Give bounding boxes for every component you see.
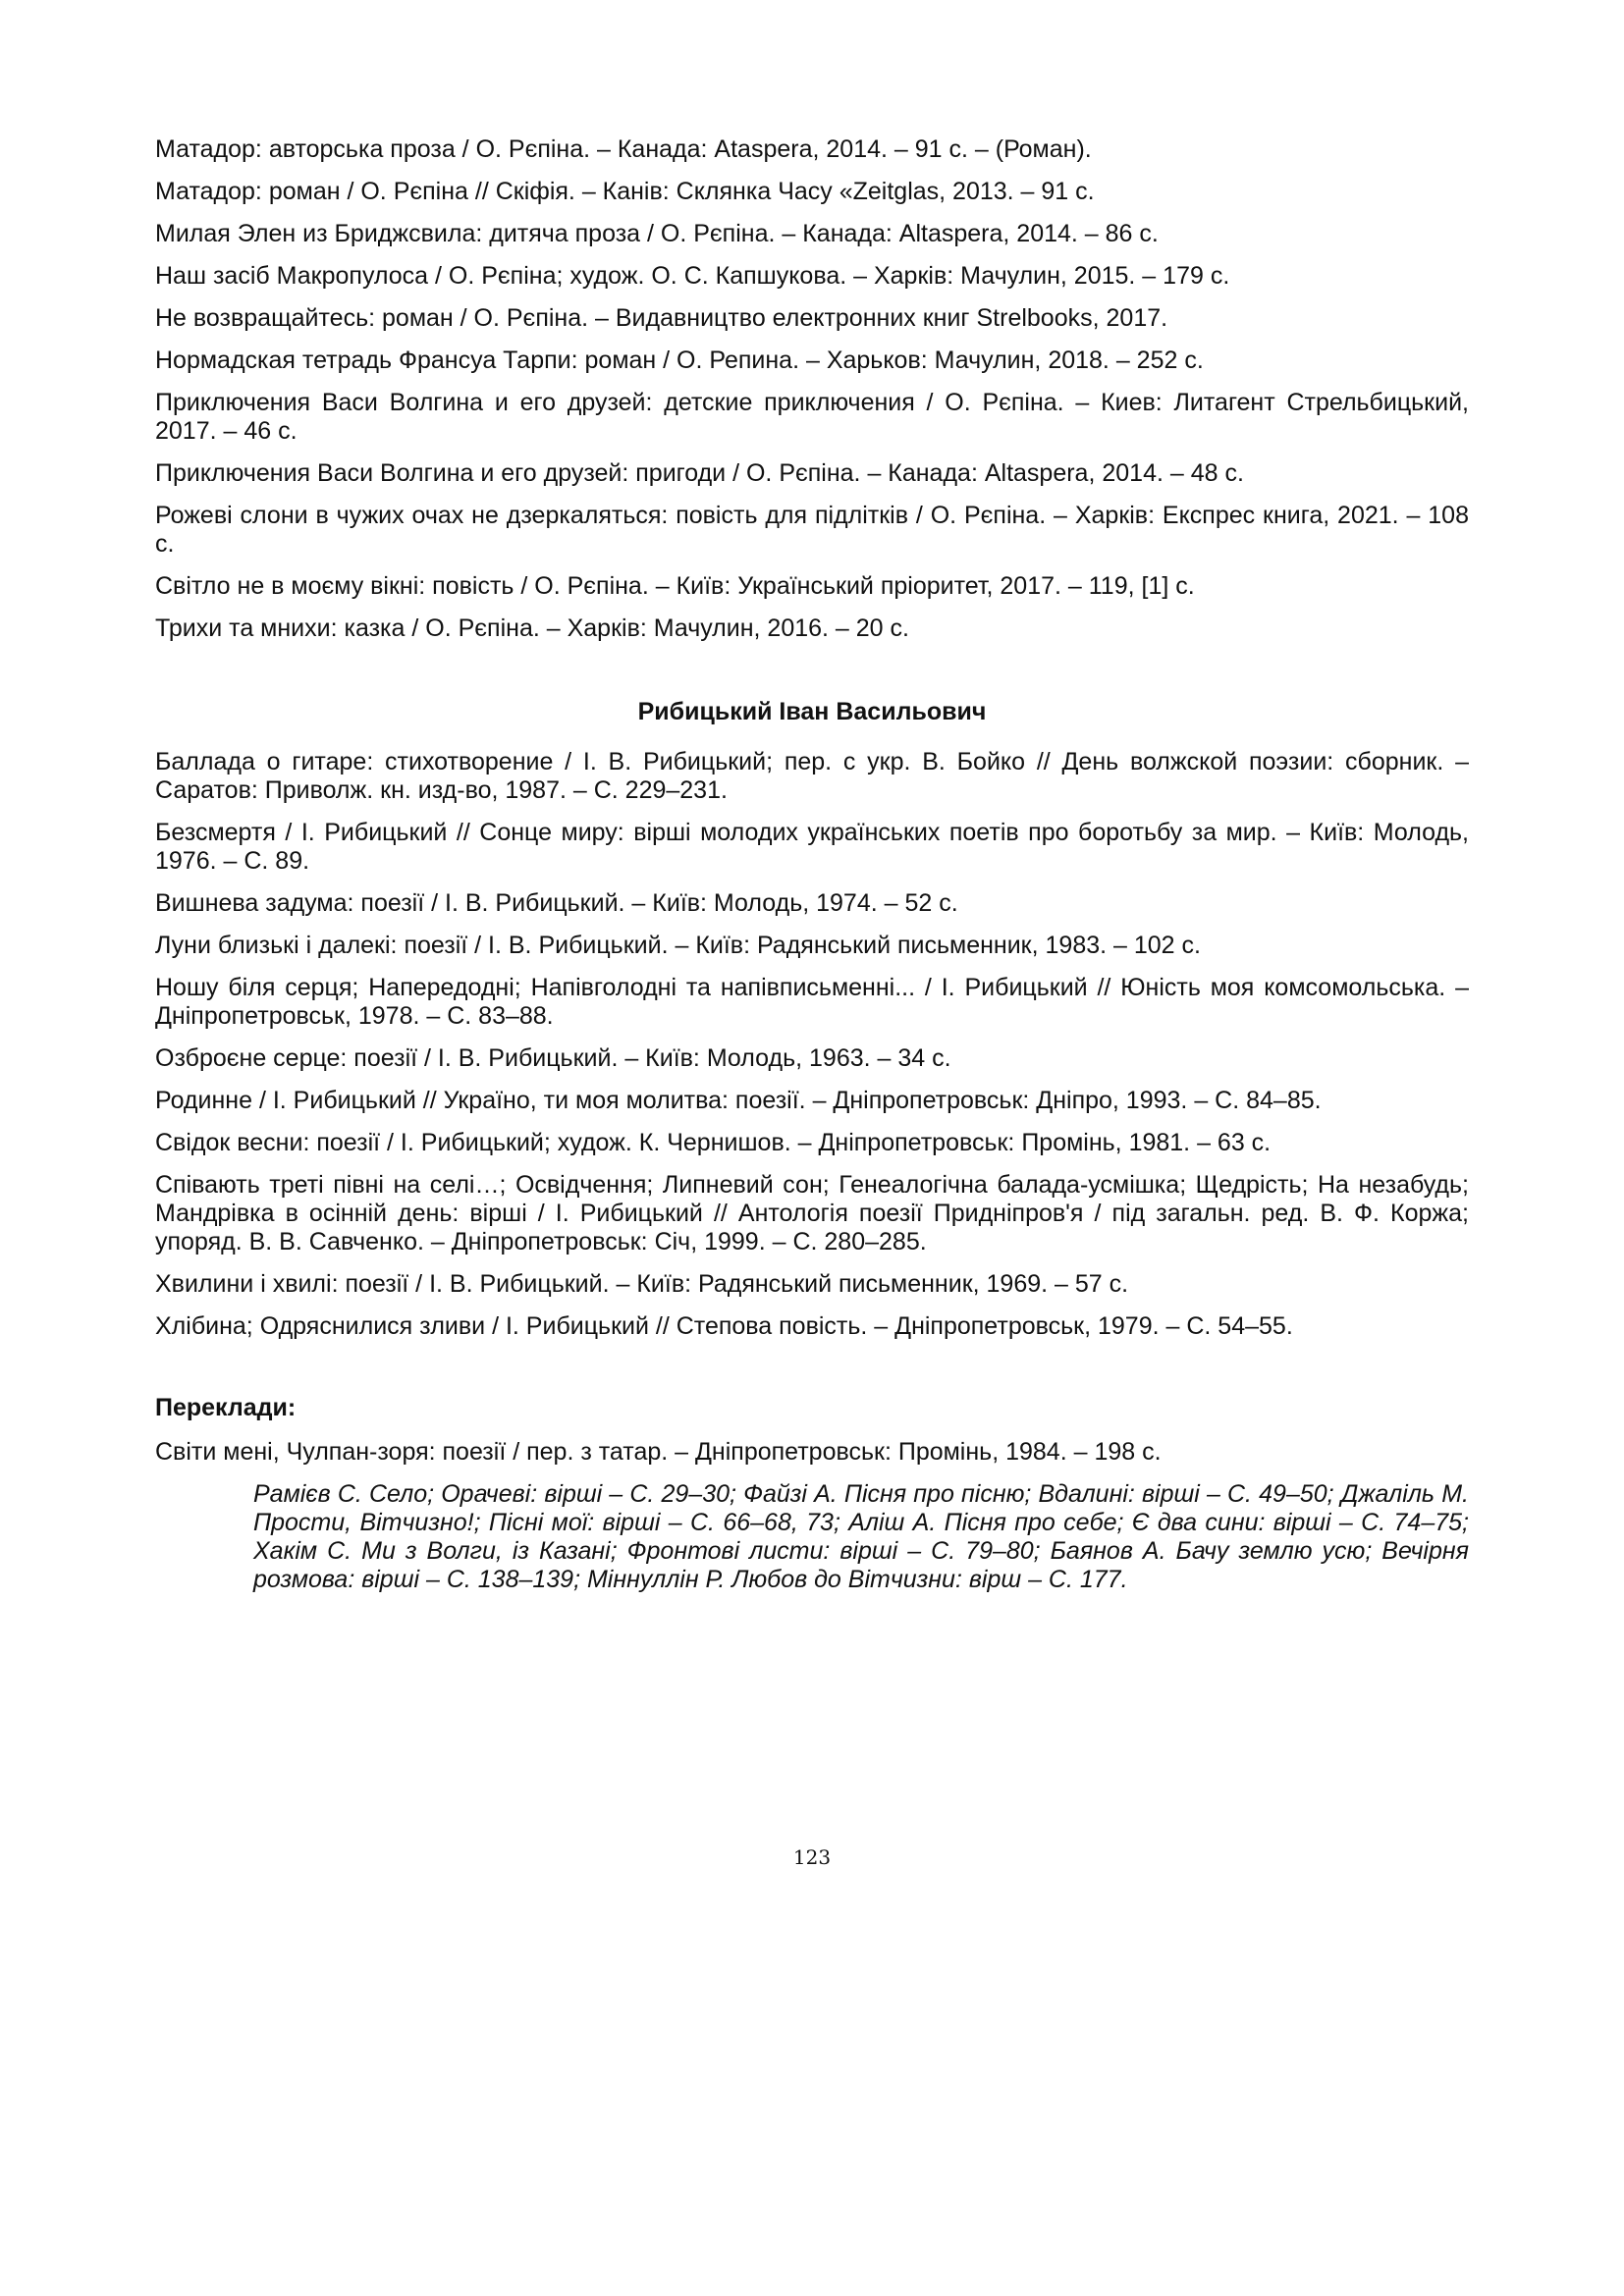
bibliography-entry: Луни близькі і далекі: поезії / І. В. Рибицький. – Київ: Радянський письменник, 1983. – 102 с. — [155, 932, 1201, 959]
bibliography-entry: Світло не в моєму вікні: повість / О. Рєпіна. – Київ: Український пріоритет, 2017. – 119, [1] с. — [155, 572, 1195, 600]
page-number: 123 — [792, 1845, 832, 1869]
bibliography-entry: Вишнева задума: поезії / І. В. Рибицький. – Київ: Молодь, 1974. – 52 с. — [155, 889, 958, 917]
bibliography-entry: Співають треті півні на селі…; Освідчення; Липневий сон; Генеалогічна балада-усмішка; Щедрість; На незабудь; Мандрівка в осінній день: вірші / І. Рибицький // Антологія поезії Придніпров'я / під загальн. ред. В. Ф. Коржа; упоряд. В. В. Савченко. – Дніпропетровськ: Січ, 1999. – С. 280–285. — [155, 1171, 1469, 1255]
bibliography-entry: Свідок весни: поезії / І. Рибицький; худож. К. Чернишов. – Дніпропетровськ: Промінь, 1981. – 63 с. — [155, 1129, 1272, 1156]
bibliography-entry: Родинне / І. Рибицький // Україно, ти моя молитва: поезії. – Дніпропетровськ: Дніпро, 1993. – С. 84–85. — [155, 1087, 1322, 1114]
bibliography-entry: Баллада о гитаре: стихотворение / І. В. Рибицький; пер. с укр. В. Бойко // День волжской поэзии: сборник. – Саратов: Приволж. кн. изд-во, 1987. – С. 229–231. — [155, 748, 1469, 804]
bibliography-list-top — [155, 135, 1469, 643]
bibliography-entry: Наш засіб Макропулоса / О. Рєпіна; худож. О. С. Капшукова. – Харків: Мачулин, 2015. – 179 с. — [155, 262, 1230, 290]
bibliography-entry: Приключения Васи Волгина и его друзей: детские приключения / О. Рєпіна. – Киев: Литагент Стрельбицький, 2017. – 46 с. — [155, 389, 1469, 445]
bibliography-entry: Озброєне серце: поезії / І. В. Рибицький. – Київ: Молодь, 1963. – 34 с. — [155, 1044, 951, 1072]
bibliography-entry: Хлібина; Одряснилися зливи / І. Рибицький // Степова повість. – Дніпропетровськ, 1979. – С. 54–55. — [155, 1312, 1293, 1340]
bibliography-list-author — [155, 748, 1469, 1341]
bibliography-entry: Милая Элен из Бриджсвила: дитяча проза / О. Рєпіна. – Канада: Altaspera, 2014. – 86 с. — [155, 220, 1159, 247]
translation-entry: Світи мені, Чулпан-зоря: поезії / пер. з татар. – Дніпропетровськ: Промінь, 1984. – 198 с. — [155, 1438, 1162, 1466]
bibliography-entry: Трихи та мнихи: казка / О. Рєпіна. – Харків: Мачулин, 2016. – 20 с. — [155, 614, 909, 642]
bibliography-entry: Приключения Васи Волгина и его друзей: пригоди / О. Рєпіна. – Канада: Altaspera, 2014. – 48 с. — [155, 459, 1244, 487]
translation-contents: Рамієв С. Село; Орачеві: вірші – С. 29–30; Файзі А. Пісня про пісню; Вдалині: вірші – С. 49–50; Джаліль М. Прости, Вітчизно!; Пісні мої: вірші – С. 66–68, 73; Аліш А. Пісня про себе; Є два сини: вірші – С. 74–75; Хакім С. Ми з Волги, із Казані; Фронтові листи: вірші – С. 79–80; Баянов А. Бачу землю усю; Вечірня розмова: вірші – С. 138–139; Міннуллін Р. Любов до Вітчизни: вірш – С. 177. — [253, 1480, 1469, 1593]
bibliography-entry: Безсмертя / І. Рибицький // Сонце миру: вірші молодих українських поетів про боротьбу за мир. – Київ: Молодь, 1976. – С. 89. — [155, 819, 1469, 875]
translations-heading: Переклади: — [155, 1394, 297, 1421]
bibliography-entry: Матадор: авторська проза / О. Рєпіна. – Канада: Ataspera, 2014. – 91 с. – (Роман). — [155, 135, 1092, 163]
bibliography-entry: Матадор: роман / О. Рєпіна // Скіфія. – Канів: Склянка Часу «Zeitglas, 2013. – 91 с. — [155, 178, 1095, 205]
bibliography-entry: Не возвращайтесь: роман / О. Рєпіна. – Видавництво електронних книг Strelbooks, 2017. — [155, 304, 1168, 332]
bibliography-entry: Ношу біля серця; Напередодні; Напівголодні та напівписьменні... / І. Рибицький // Юність моя комсомольська. – Дніпропетровськ, 1978. – С. 83–88. — [155, 974, 1469, 1030]
bibliography-entry: Рожеві слони в чужих очах не дзеркаляться: повість для підлітків / О. Рєпіна. – Харків: Експрес книга, 2021. – 108 с. — [155, 502, 1469, 558]
bibliography-entry: Хвилини і хвилі: поезії / І. В. Рибицький. – Київ: Радянський письменник, 1969. – 57 с. — [155, 1270, 1129, 1298]
author-heading: Рибицький Іван Васильович — [637, 698, 987, 725]
bibliography-entry: Нормадская тетрадь Франсуа Тарпи: роман / О. Репина. – Харьков: Мачулин, 2018. – 252 с. — [155, 347, 1204, 374]
